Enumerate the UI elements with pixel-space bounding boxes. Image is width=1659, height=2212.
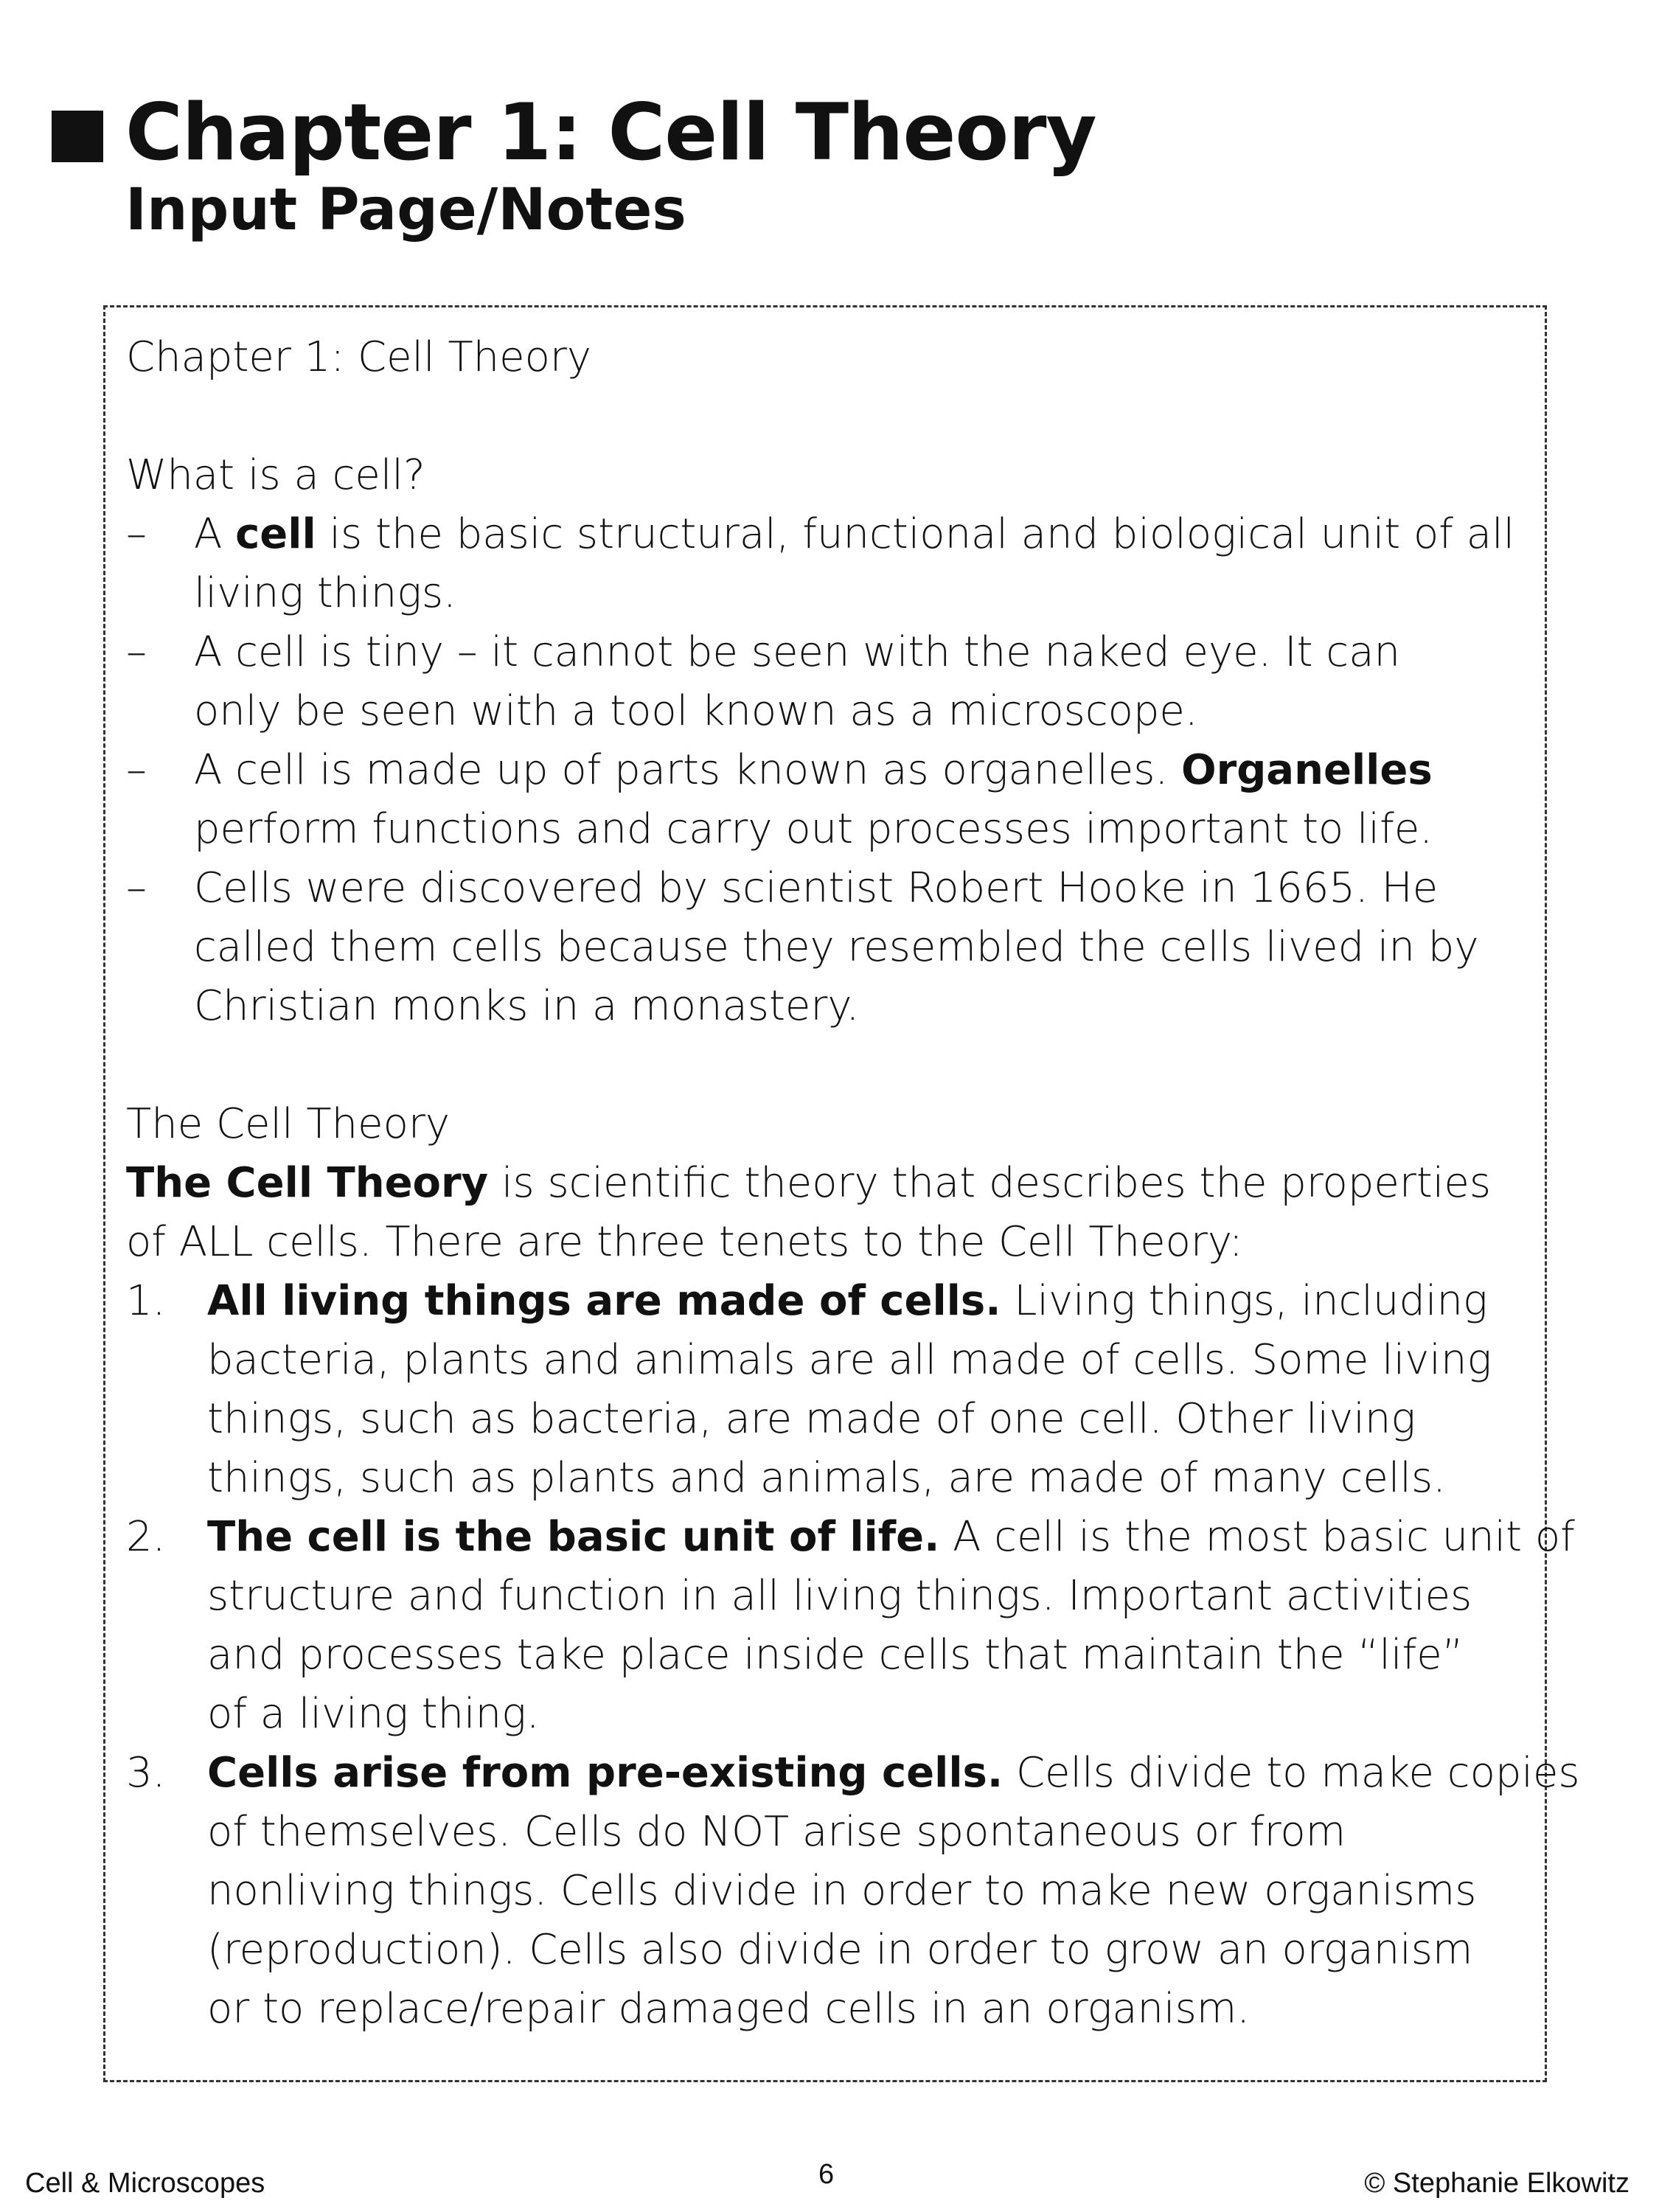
bullet-item xyxy=(126,505,1527,623)
text-line xyxy=(194,977,1527,1036)
text-line xyxy=(194,800,1527,859)
line-text: is the basic structural, functional and biological unit of all xyxy=(316,510,1515,558)
line-text: is scientific theory that describes the properties xyxy=(488,1159,1491,1207)
page-title: Chapter 1: Cell Theory xyxy=(125,87,1096,178)
notes-content xyxy=(126,328,1580,2039)
list-marker: – xyxy=(126,864,147,912)
section-question: What is a cell? xyxy=(126,451,425,499)
square-bullet-icon xyxy=(52,111,103,162)
text-line xyxy=(207,1862,1527,1921)
line-text: only be seen with a tool known as a microscope. xyxy=(194,687,1198,735)
text-line xyxy=(207,1980,1527,2039)
page-subtitle: Input Page/Notes xyxy=(125,177,686,243)
bullet-list xyxy=(126,505,1527,1036)
list-marker: 2. xyxy=(126,1513,166,1561)
text-line xyxy=(207,1390,1527,1449)
text-line xyxy=(126,1213,1527,1272)
line-text: things, such as bacteria, are made of one cell. Other living xyxy=(207,1395,1416,1443)
tenet-list xyxy=(126,1272,1580,2039)
text-line xyxy=(207,1921,1527,1980)
footer-copyright: © Stephanie Elkowitz xyxy=(1364,2168,1630,2199)
line-text: Cells divide to make copies xyxy=(1003,1749,1580,1797)
line-text: Cells were discovered by scientist Robert Hooke in 1665. He xyxy=(194,864,1439,912)
bold-term: All living things are made of cells. xyxy=(207,1277,1001,1325)
list-marker: 1. xyxy=(126,1277,166,1325)
text-line xyxy=(194,682,1527,741)
tenet-item xyxy=(126,1744,1580,2039)
text-line xyxy=(126,1154,1527,1213)
text-line xyxy=(194,505,1527,564)
tenet-item xyxy=(126,1272,1527,1508)
list-marker: – xyxy=(126,510,147,558)
list-marker: – xyxy=(126,628,147,676)
text-line xyxy=(207,1685,1527,1744)
line-text: perform functions and carry out processes important to life. xyxy=(194,805,1433,853)
text-line xyxy=(207,1449,1527,1508)
bullet-item xyxy=(126,859,1527,1036)
text-line xyxy=(194,918,1527,977)
line-text: (reproduction). Cells also divide in order to grow an organism xyxy=(207,1926,1473,1974)
notes-heading: Chapter 1: Cell Theory xyxy=(126,333,592,381)
line-text: of ALL cells. There are three tenets to the Cell Theory: xyxy=(126,1218,1243,1266)
section-intro xyxy=(126,1154,1527,1272)
line-text: living things. xyxy=(194,569,456,617)
text-line xyxy=(194,623,1527,682)
bold-term: Organelles xyxy=(1181,746,1433,794)
line-text: bacteria, plants and animals are all made of cells. Some living xyxy=(207,1336,1492,1384)
text-line xyxy=(207,1567,1527,1626)
line-text: Living things, including xyxy=(1001,1277,1488,1325)
text-line xyxy=(207,1331,1527,1390)
bullet-item xyxy=(126,623,1527,741)
notes-box xyxy=(103,305,1580,2082)
line-text: A cell is tiny – it cannot be seen with the naked eye. It can xyxy=(194,628,1401,676)
bold-term: The cell is the basic unit of life. xyxy=(207,1513,940,1561)
text-line xyxy=(207,1626,1527,1685)
bold-term: Cells arise from pre-existing cells. xyxy=(207,1749,1004,1797)
list-marker: – xyxy=(126,746,147,794)
text-line xyxy=(194,741,1527,800)
text-line xyxy=(207,1508,1575,1567)
text-line xyxy=(194,859,1527,918)
line-text: of a living thing. xyxy=(207,1690,540,1738)
bullet-item xyxy=(126,741,1527,859)
line-text: nonliving things. Cells divide in order to make new organisms xyxy=(207,1867,1477,1915)
list-marker: 3. xyxy=(126,1749,166,1797)
line-text: things, such as plants and animals, are made of many cells. xyxy=(207,1454,1446,1502)
line-text: A xyxy=(194,510,236,558)
line-text: or to replace/repair damaged cells in an organism. xyxy=(207,1985,1251,2033)
line-text: A cell is made up of parts known as organelles. xyxy=(194,746,1181,794)
line-text: Christian monks in a monastery. xyxy=(194,982,860,1030)
text-line xyxy=(207,1272,1527,1331)
text-line xyxy=(194,564,1527,623)
footer-title: Cell & Microscopes xyxy=(25,2168,265,2199)
text-line xyxy=(207,1744,1580,1803)
section-heading: The Cell Theory xyxy=(126,1100,451,1148)
tenet-item xyxy=(126,1508,1575,1744)
bold-term: The Cell Theory xyxy=(126,1159,489,1207)
line-text: structure and function in all living things. Important activities xyxy=(207,1572,1472,1620)
line-text: called them cells because they resembled the cells lived in by xyxy=(194,923,1479,971)
page-number: 6 xyxy=(818,2159,835,2190)
text-line xyxy=(207,1803,1527,1862)
line-text: of themselves. Cells do NOT arise spontaneous or from xyxy=(207,1808,1346,1856)
line-text: A cell is the most basic unit of xyxy=(939,1513,1575,1561)
line-text: and processes take place inside cells that maintain the “life” xyxy=(207,1631,1464,1679)
bold-term: cell xyxy=(235,510,316,558)
